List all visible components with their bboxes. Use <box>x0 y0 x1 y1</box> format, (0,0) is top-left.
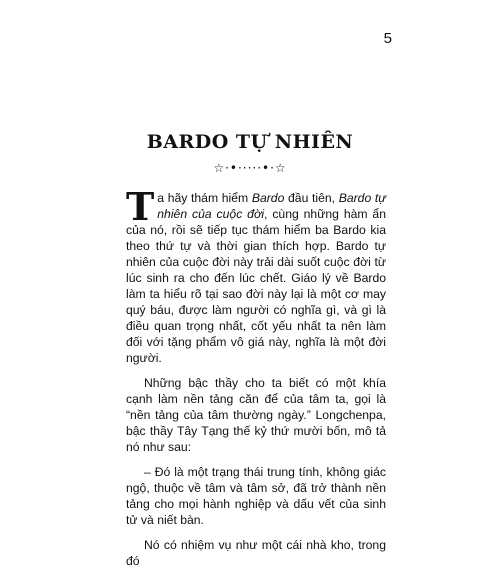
chapter-title: BARDO TỰ NHIÊN <box>146 131 354 153</box>
p1-text-1: a hãy thám hiểm <box>157 191 252 205</box>
p1-italic-1: Bardo <box>251 191 285 205</box>
p1-text-2: đầu tiên, <box>284 191 339 205</box>
paragraph-4: Nó có nhiệm vụ như một cái nhà kho, trong đó <box>126 538 386 568</box>
p1-text-3: , cùng những hàm ẩn của nó, rồi sẽ tiếp tục thám hiểm ba Bardo kia theo thứ tự và thời gian thích hợp. Bardo tự nhiên của cuộc đời này trải dài suốt cuộc đời từ lúc sinh ra cho đến lúc chết. Giáo lý về Bardo làm ta hiểu rõ tại sao đời này lại là một cơ may quý báu, được làm người có nghĩa gì, và gì là điều quan trọng nhất, cốt yếu nhất ta nên làm đối với tặng phẩm vô giá này, nghĩa là một đời người. <box>126 207 386 365</box>
p1-italic-2: Bardo tự nhiên của cuộc đời <box>157 191 387 221</box>
paragraph-1 <box>126 184 387 366</box>
paragraph-3-quote: – Đó là một trạng thái trung tính, không giác ngộ, thuộc về tâm và tâm sở, đã trở thành nền tảng cho mọi hành nghiệp và dấu vết của sinh tử và niết bàn. <box>126 465 386 527</box>
ornament-divider: ☆·•·····•·☆ <box>213 161 287 175</box>
paragraph-2: Những bậc thầy cho ta biết có một khía cạnh làm nền tảng căn để của tâm ta, gọi là “nền tảng của tâm thường ngày.” Longchenpa, bậc thầy Tây Tạng thế kỷ thứ mười bốn, mô tả nó như sau: <box>126 376 386 454</box>
drop-cap: T <box>126 184 155 229</box>
page-number: 5 <box>383 30 392 47</box>
body-text <box>126 184 387 569</box>
